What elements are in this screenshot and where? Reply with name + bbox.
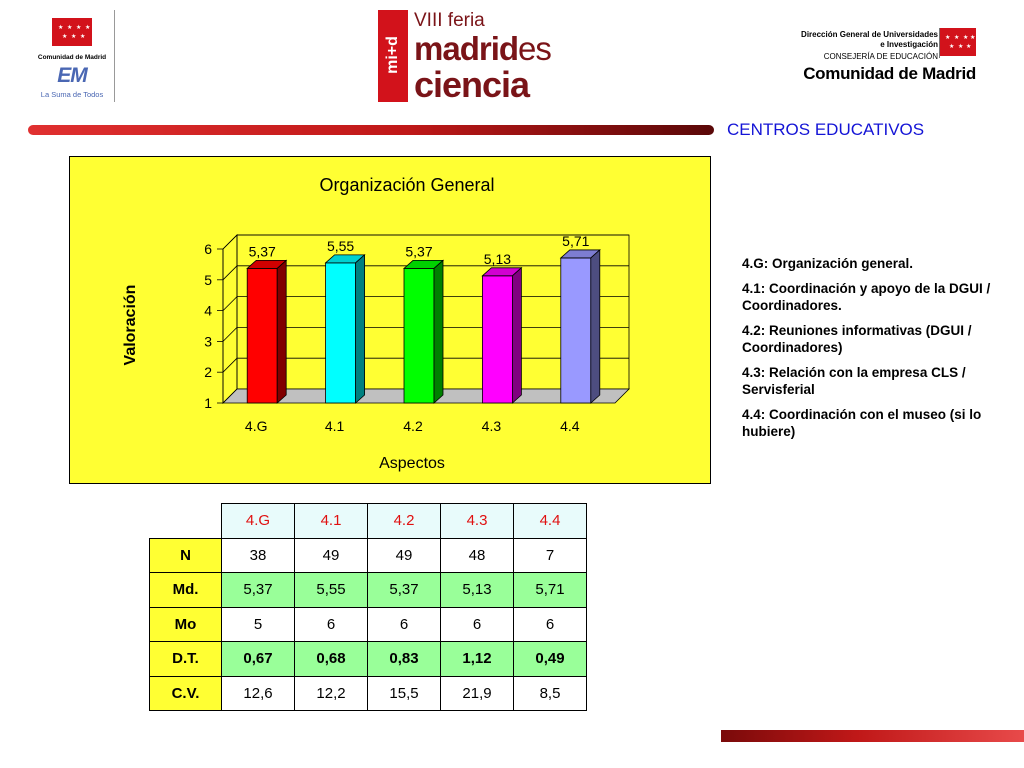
col-header: 4.1 <box>295 504 368 539</box>
table-cell: 6 <box>441 607 514 642</box>
left-logo-tagline: La Suma de Todos <box>40 90 104 99</box>
x-tick-label: 4.3 <box>481 418 502 434</box>
feria-madrid-text: madrides <box>414 30 551 67</box>
table-cell: 0,49 <box>514 642 587 677</box>
row-header: D.T. <box>150 642 222 677</box>
table-cell: 48 <box>441 538 514 573</box>
col-header: 4.3 <box>441 504 514 539</box>
left-logo-name: Comunidad de Madrid <box>37 54 107 61</box>
y-tick-label: 1 <box>204 395 212 411</box>
table-cell: 5,55 <box>295 573 368 608</box>
feria-ciencia-text: ciencia <box>414 64 530 105</box>
right-logo-line1: Dirección General de Universidades <box>801 30 938 39</box>
table-cell: 49 <box>368 538 441 573</box>
row-header: N <box>150 538 222 573</box>
y-tick-label: 6 <box>204 241 212 257</box>
data-label: 5,37 <box>248 243 276 260</box>
note-4-1: 4.1: Coordinación y apoyo de la DGUI / Coordinadores. <box>742 281 991 313</box>
table-cell: 49 <box>295 538 368 573</box>
bar <box>482 276 512 403</box>
right-logo-name: Comunidad de Madrid <box>803 64 976 83</box>
table-cell: 5,37 <box>368 573 441 608</box>
data-label: 5,13 <box>483 250 512 267</box>
table-row <box>150 573 587 608</box>
data-label: 5,71 <box>562 232 590 249</box>
table-cell: 0,68 <box>295 642 368 677</box>
table-cell: 15,5 <box>368 676 441 711</box>
right-logo-line2: e Investigación <box>880 40 938 49</box>
table-cell: 8,5 <box>514 676 587 711</box>
bar <box>561 258 591 403</box>
x-tick-label: 4.4 <box>560 418 580 434</box>
note-4-3: 4.3: Relación con la empresa CLS / Servisferial <box>742 365 966 397</box>
y-tick-label: 4 <box>204 302 212 319</box>
note-4g: 4.G: Organización general. <box>742 256 914 271</box>
table-row <box>150 642 587 677</box>
table-row <box>150 607 587 642</box>
table-cell: 1,12 <box>441 642 514 677</box>
em-logo-icon: EM <box>57 64 87 87</box>
feria-edition: VIII feria <box>414 10 485 31</box>
table-cell: 5,71 <box>514 573 587 608</box>
table-cell: 0,83 <box>368 642 441 677</box>
bar-side <box>512 268 521 403</box>
x-tick-label: 4.G <box>244 418 268 434</box>
table-cell: 12,6 <box>222 676 295 711</box>
bar-side <box>434 260 443 403</box>
table-cell: 38 <box>222 538 295 573</box>
bar-chart <box>70 157 710 483</box>
table-cell: 0,67 <box>222 642 295 677</box>
bar <box>404 268 434 403</box>
chart-area <box>69 156 711 484</box>
table-cell: 6 <box>514 607 587 642</box>
table-cell: 5,13 <box>441 573 514 608</box>
data-label: 5,37 <box>405 243 433 260</box>
feria-madrid-ciencia-logo <box>378 8 578 105</box>
madrid-flag-icon-right: ★ ★ ★ ★ ★ ★ ★ <box>940 28 976 56</box>
bar <box>247 268 277 403</box>
table-cell: 5 <box>222 607 295 642</box>
statistics-table <box>149 503 587 711</box>
table-header-row <box>150 504 587 539</box>
bar-side <box>277 260 286 403</box>
comunidad-madrid-logo-left <box>24 14 120 102</box>
y-axis-title: Valoración <box>122 284 139 366</box>
mid-badge-icon: mi+d <box>378 10 408 102</box>
col-header: 4.G <box>222 504 295 539</box>
table-cell: 7 <box>514 538 587 573</box>
aspect-notes <box>742 255 1012 448</box>
x-axis-title: Aspectos <box>379 455 445 472</box>
table-cell: 21,9 <box>441 676 514 711</box>
bar-side <box>591 250 600 403</box>
row-header: Mo <box>150 607 222 642</box>
row-header: C.V. <box>150 676 222 711</box>
table-cell: 5,37 <box>222 573 295 608</box>
data-label: 5,55 <box>326 237 355 254</box>
table-row <box>150 538 587 573</box>
row-header: Md. <box>150 573 222 608</box>
table-cell: 6 <box>368 607 441 642</box>
table-row <box>150 676 587 711</box>
note-4-4: 4.4: Coordinación con el museo (si lo hubiere) <box>742 407 982 439</box>
note-4-2: 4.2: Reuniones informativas (DGUI / Coordinadores) <box>742 323 972 355</box>
right-logo-consejeria: CONSEJERÍA DE EDUCACIÓN <box>823 52 938 61</box>
y-tick-label: 5 <box>204 271 212 288</box>
col-header: 4.2 <box>368 504 441 539</box>
chart-side-wall <box>223 235 237 403</box>
col-header: 4.4 <box>514 504 587 539</box>
section-title: CENTROS EDUCATIVOS <box>727 120 925 139</box>
table-cell: 6 <box>295 607 368 642</box>
footer-decorative-bar <box>721 730 1024 742</box>
chart-title: Organización General <box>319 175 495 195</box>
y-tick-label: 3 <box>204 333 212 350</box>
table-cell: 12,2 <box>295 676 368 711</box>
x-tick-label: 4.2 <box>403 418 423 434</box>
header-decorative-bar <box>28 125 714 135</box>
madrid-flag-icon: ★ ★ ★ ★ ★ ★ ★ <box>52 18 92 46</box>
table-corner <box>150 504 222 539</box>
bar <box>326 263 356 403</box>
logo-divider <box>114 10 115 102</box>
y-tick-label: 2 <box>204 364 212 381</box>
bar-side <box>356 255 365 403</box>
x-tick-label: 4.1 <box>324 418 345 434</box>
comunidad-madrid-logo-right <box>748 22 980 88</box>
